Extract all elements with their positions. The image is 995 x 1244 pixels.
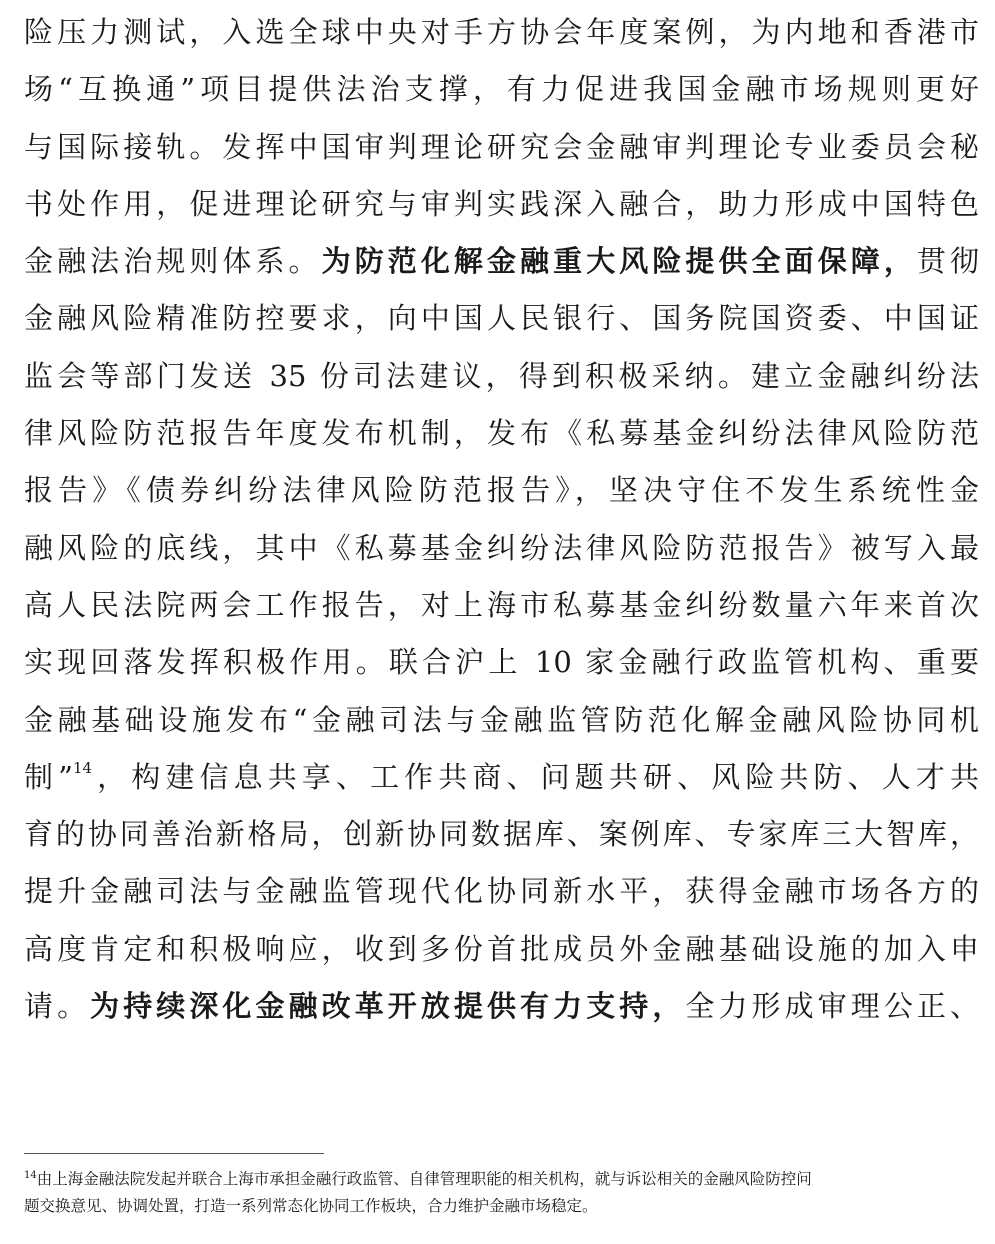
text-span: 报告》《债券纠纷法律风险防范报告》，坚决守住不发生系统性金 bbox=[24, 473, 979, 508]
text-line bbox=[24, 978, 979, 1035]
text-span: 律风险防范报告年度发布机制，发布《私募基金纠纷法律风险防范 bbox=[24, 416, 979, 451]
text-span: 全力形成审理公正、 bbox=[685, 989, 979, 1024]
text-line bbox=[24, 921, 979, 978]
text-line bbox=[24, 634, 979, 691]
bold-heading-span: 为防范化解金融重大风险提供全面保障， bbox=[321, 244, 917, 279]
text-span: 融风险的底线，其中《私募基金纠纷法律风险防范报告》被写入最 bbox=[24, 530, 979, 565]
text-span: 贯彻 bbox=[916, 244, 979, 279]
text-line bbox=[24, 577, 979, 634]
text-span: 金融风险精准防控要求，向中国人民银行、国务院国资委、中国证 bbox=[24, 301, 979, 336]
text-span: 金融法治规则体系。 bbox=[24, 244, 322, 279]
text-span: 金融基础设施发布“金融司法与金融监管防范化解金融风险协同机 bbox=[24, 702, 979, 737]
text-line bbox=[24, 749, 979, 806]
footnote-line bbox=[24, 1193, 979, 1220]
text-span: 实现回落发挥积极作用。联合沪上 10 家金融行政监管机构、重要 bbox=[24, 645, 979, 680]
text-line bbox=[24, 119, 979, 176]
text-span: 书处作用，促进理论研究与审判实践深入融合，助力形成中国特色 bbox=[24, 186, 979, 221]
text-line bbox=[24, 348, 979, 405]
footnote bbox=[24, 1166, 979, 1220]
footnote-text: 题交换意见、协调处置，打造一系列常态化协同工作板块，合力维护金融市场稳定。 bbox=[24, 1197, 598, 1215]
text-line bbox=[24, 863, 979, 920]
footnote-line bbox=[24, 1166, 979, 1193]
body-text bbox=[24, 4, 979, 1035]
text-line bbox=[24, 520, 979, 577]
text-line bbox=[24, 462, 979, 519]
text-span: 高度肯定和积极响应，收到多份首批成员外金融基础设施的加入申 bbox=[24, 931, 979, 966]
text-line bbox=[24, 4, 979, 61]
text-span: 高人民法院两会工作报告，对上海市私募基金纠纷数量六年来首次 bbox=[24, 587, 979, 622]
text-line bbox=[24, 290, 979, 347]
text-span: 监会等部门发送 35 份司法建议，得到积极采纳。建立金融纠纷法 bbox=[24, 358, 979, 393]
text-span: 制” bbox=[24, 759, 73, 794]
text-span: 育的协同善治新格局，创新协同数据库、案例库、专家库三大智库， bbox=[24, 817, 979, 852]
text-line bbox=[24, 61, 979, 118]
text-line bbox=[24, 806, 979, 863]
text-span: ，构建信息共享、工作共商、问题共研、风险共防、人才共 bbox=[92, 759, 979, 794]
text-line bbox=[24, 405, 979, 462]
footnote-marker: 14 bbox=[72, 758, 93, 777]
footnote-text: 由上海金融法院发起并联合上海市承担金融行政监管、自律管理职能的相关机构，就与诉讼相关的金融风险防控问 bbox=[36, 1170, 812, 1188]
text-span: 场“互换通”项目提供法治支撑，有力促进我国金融市场规则更好 bbox=[24, 72, 979, 107]
footnote-number: 14 bbox=[24, 1170, 37, 1181]
text-span: 与国际接轨。发挥中国审判理论研究会金融审判理论专业委员会秘 bbox=[24, 129, 979, 164]
text-span: 提升金融司法与金融监管现代化协同新水平，获得金融市场各方的 bbox=[24, 874, 979, 909]
footnote-divider bbox=[24, 1153, 324, 1154]
text-line bbox=[24, 233, 979, 290]
text-line bbox=[24, 692, 979, 749]
text-span: 险压力测试，入选全球中央对手方协会年度案例，为内地和香港市 bbox=[24, 15, 979, 49]
text-span: 请。 bbox=[24, 989, 91, 1024]
text-line bbox=[24, 176, 979, 233]
bold-heading-span: 为持续深化金融改革开放提供有力支持， bbox=[90, 989, 686, 1024]
